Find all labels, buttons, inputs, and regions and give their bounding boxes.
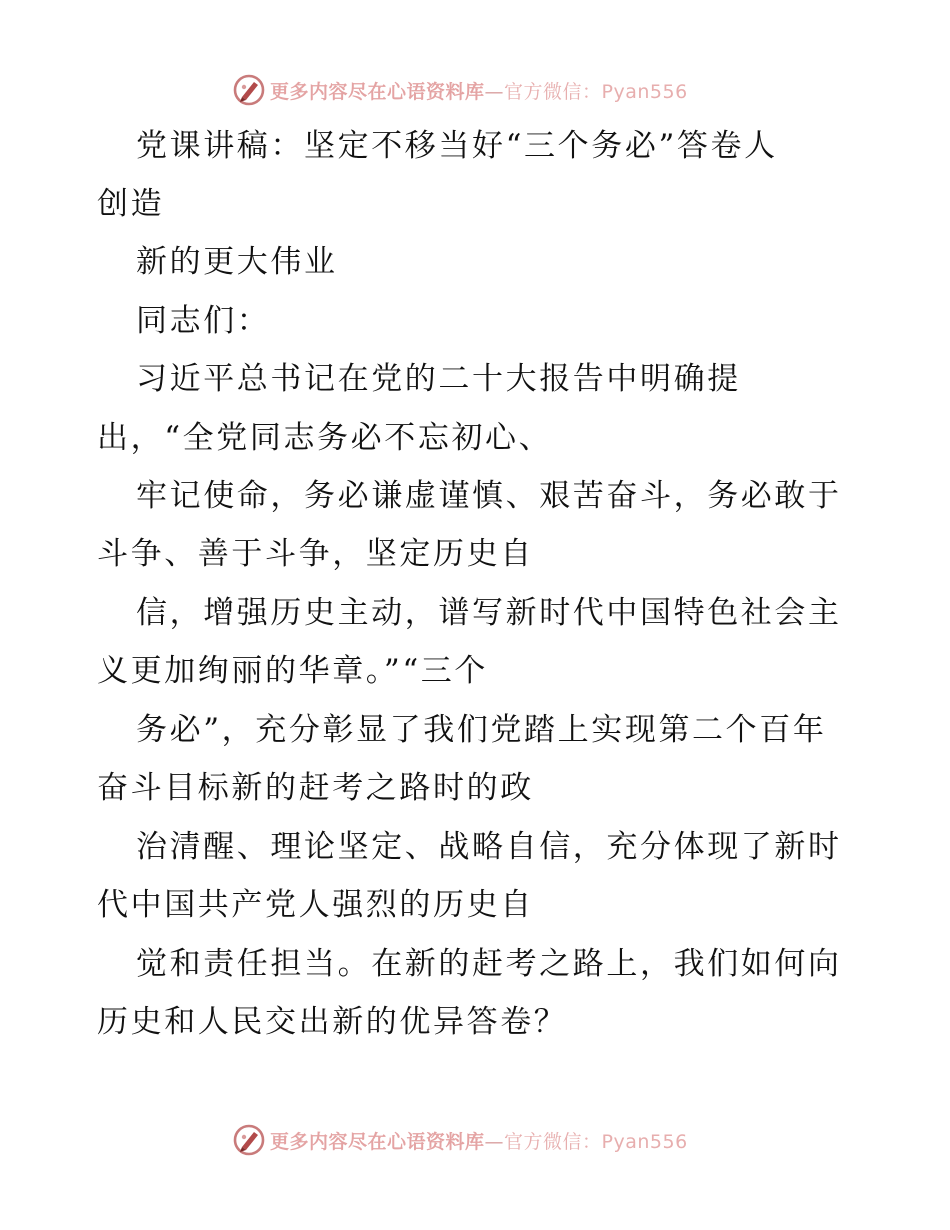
- footer-watermark: [232, 1120, 732, 1160]
- watermark-contact-label: 官方微信：: [504, 1130, 602, 1153]
- paragraph-line: 义更加绚丽的华章。”“三个: [97, 653, 488, 689]
- title-line-3: 新的更大伟业: [136, 244, 338, 280]
- watermark-contact-id: Pyan556: [601, 1130, 688, 1153]
- watermark-separator: —: [484, 1130, 505, 1153]
- watermark-brand: 更多内容尽在心语资料库: [270, 1130, 485, 1153]
- watermark-separator: —: [484, 80, 505, 103]
- title-line-2: 创造: [97, 186, 165, 222]
- watermark-contact-label: 官方微信：: [504, 80, 602, 103]
- paragraph-line: 历史和人民交出新的优异答卷？: [97, 1004, 568, 1040]
- paragraph-line: 习近平总书记在党的二十大报告中明确提: [136, 361, 741, 397]
- header-watermark: [232, 70, 732, 110]
- watermark-text: [270, 77, 688, 104]
- paragraph-line: 斗争、善于斗争，坚定历史自: [97, 536, 534, 572]
- pen-circle-logo-icon: [232, 1123, 266, 1157]
- paragraph-line: 治清醒、理论坚定、战略自信，充分体现了新时: [136, 829, 842, 865]
- salutation: 同志们：: [136, 303, 271, 339]
- paragraph-line: 牢记使命，务必谦虚谨慎、艰苦奋斗，务必敢于: [136, 478, 842, 514]
- pen-circle-logo-icon: [232, 73, 266, 107]
- title-line-1: 党课讲稿：坚定不移当好“三个务必”答卷人: [136, 128, 778, 164]
- paragraph-line: 信，增强历史主动，谱写新时代中国特色社会主: [136, 595, 842, 631]
- watermark-contact-id: Pyan556: [601, 80, 688, 103]
- watermark-text: [270, 1127, 688, 1154]
- paragraph-line: 出，“全党同志务必不忘初心、: [97, 420, 553, 456]
- watermark-brand: 更多内容尽在心语资料库: [270, 80, 485, 103]
- paragraph-line: 务必”，充分彰显了我们党踏上实现第二个百年: [136, 712, 827, 748]
- paragraph-line: 觉和责任担当。在新的赶考之路上，我们如何向: [136, 946, 842, 982]
- paragraph-line: 奋斗目标新的赶考之路时的政: [97, 770, 534, 806]
- paragraph-line: 代中国共产党人强烈的历史自: [97, 887, 534, 923]
